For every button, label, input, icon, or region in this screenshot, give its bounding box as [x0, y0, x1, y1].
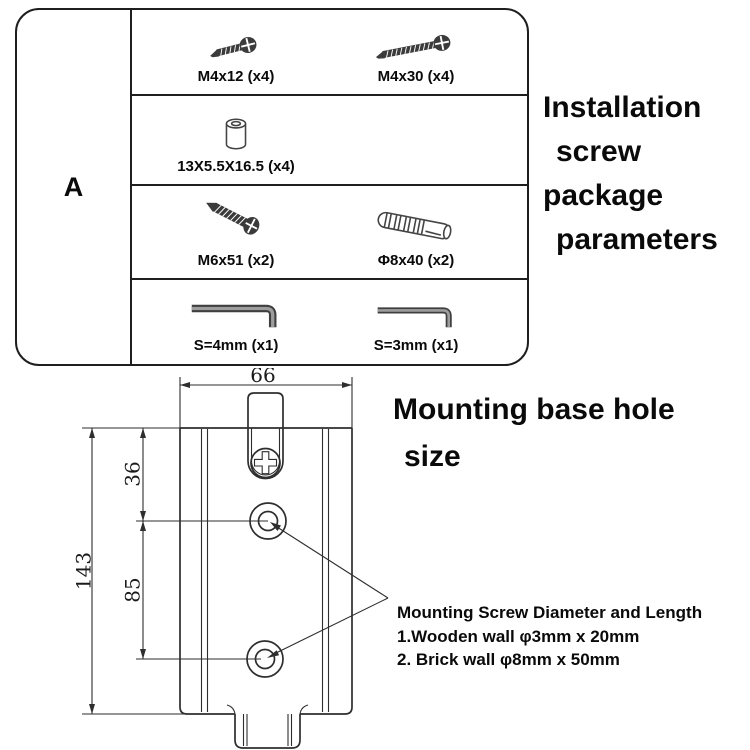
- part-cell: [326, 302, 506, 354]
- heading-line: size: [404, 440, 461, 473]
- table-row: [132, 184, 527, 278]
- part-cell: [146, 31, 326, 85]
- spacer-cylinder-icon: [223, 115, 249, 153]
- heading-line: screw: [556, 135, 642, 168]
- notes-item: 2. Brick wall φ8mm x 50mm: [397, 650, 620, 669]
- phillips-cross-icon: [255, 452, 277, 474]
- part-cell: [146, 300, 326, 354]
- heading-hole-size: [393, 386, 733, 480]
- wood-screw-icon: [197, 189, 275, 247]
- part-label: S=3mm (x1): [373, 337, 459, 354]
- table-rows: [132, 10, 527, 364]
- dim-top-offset: [121, 428, 147, 521]
- keyhole-slot: [248, 393, 283, 479]
- part-label: S=4mm (x1): [193, 337, 279, 354]
- base-body: [180, 428, 352, 714]
- allen-key-3mm-icon: [373, 302, 459, 332]
- part-label: M4x12 (x4): [197, 68, 275, 85]
- allen-key-4mm-icon: [186, 300, 286, 332]
- group-label: A: [63, 171, 84, 202]
- bottom-tab: [227, 705, 308, 748]
- wall-anchor-icon: [373, 205, 459, 247]
- dim-top-offset-label: 36: [120, 461, 145, 487]
- mounting-notes: [397, 601, 737, 672]
- dim-width-label: 66: [250, 368, 276, 387]
- machine-screw-long-icon: [371, 31, 461, 63]
- part-label: M4x30 (x4): [377, 68, 455, 85]
- mounting-base-drawing: [60, 368, 400, 750]
- machine-screw-short-icon: [206, 31, 266, 63]
- notes-title: Mounting Screw Diameter and Length: [397, 603, 703, 622]
- keyhole-screw-head: [251, 449, 280, 478]
- table-row: [132, 10, 527, 94]
- part-label: M6x51 (x2): [197, 252, 275, 269]
- dim-hole-spacing-label: 85: [120, 577, 145, 603]
- leader-lines: [276, 527, 388, 653]
- heading-line: package: [543, 179, 664, 212]
- notes-item: 1.Wooden wall φ3mm x 20mm: [397, 626, 640, 646]
- heading-line: Installation: [543, 91, 702, 124]
- table-group-column: [17, 10, 132, 364]
- heading-line: parameters: [556, 223, 718, 256]
- table-row: [132, 278, 527, 363]
- part-label: Φ8x40 (x2): [377, 252, 455, 269]
- heading-line: Mounting base hole: [393, 393, 675, 426]
- dim-hole-spacing: [121, 521, 147, 659]
- part-cell: [146, 189, 326, 269]
- table-row: [132, 94, 527, 184]
- part-label: 13X5.5X16.5 (x4): [177, 158, 295, 175]
- part-cell: [326, 205, 506, 269]
- dim-total-height-label: 143: [71, 551, 96, 591]
- screw-package-table: [15, 8, 529, 366]
- part-cell: [146, 115, 326, 175]
- dim-width: [180, 368, 352, 428]
- heading-screw-package: [543, 86, 749, 262]
- part-cell: [326, 31, 506, 85]
